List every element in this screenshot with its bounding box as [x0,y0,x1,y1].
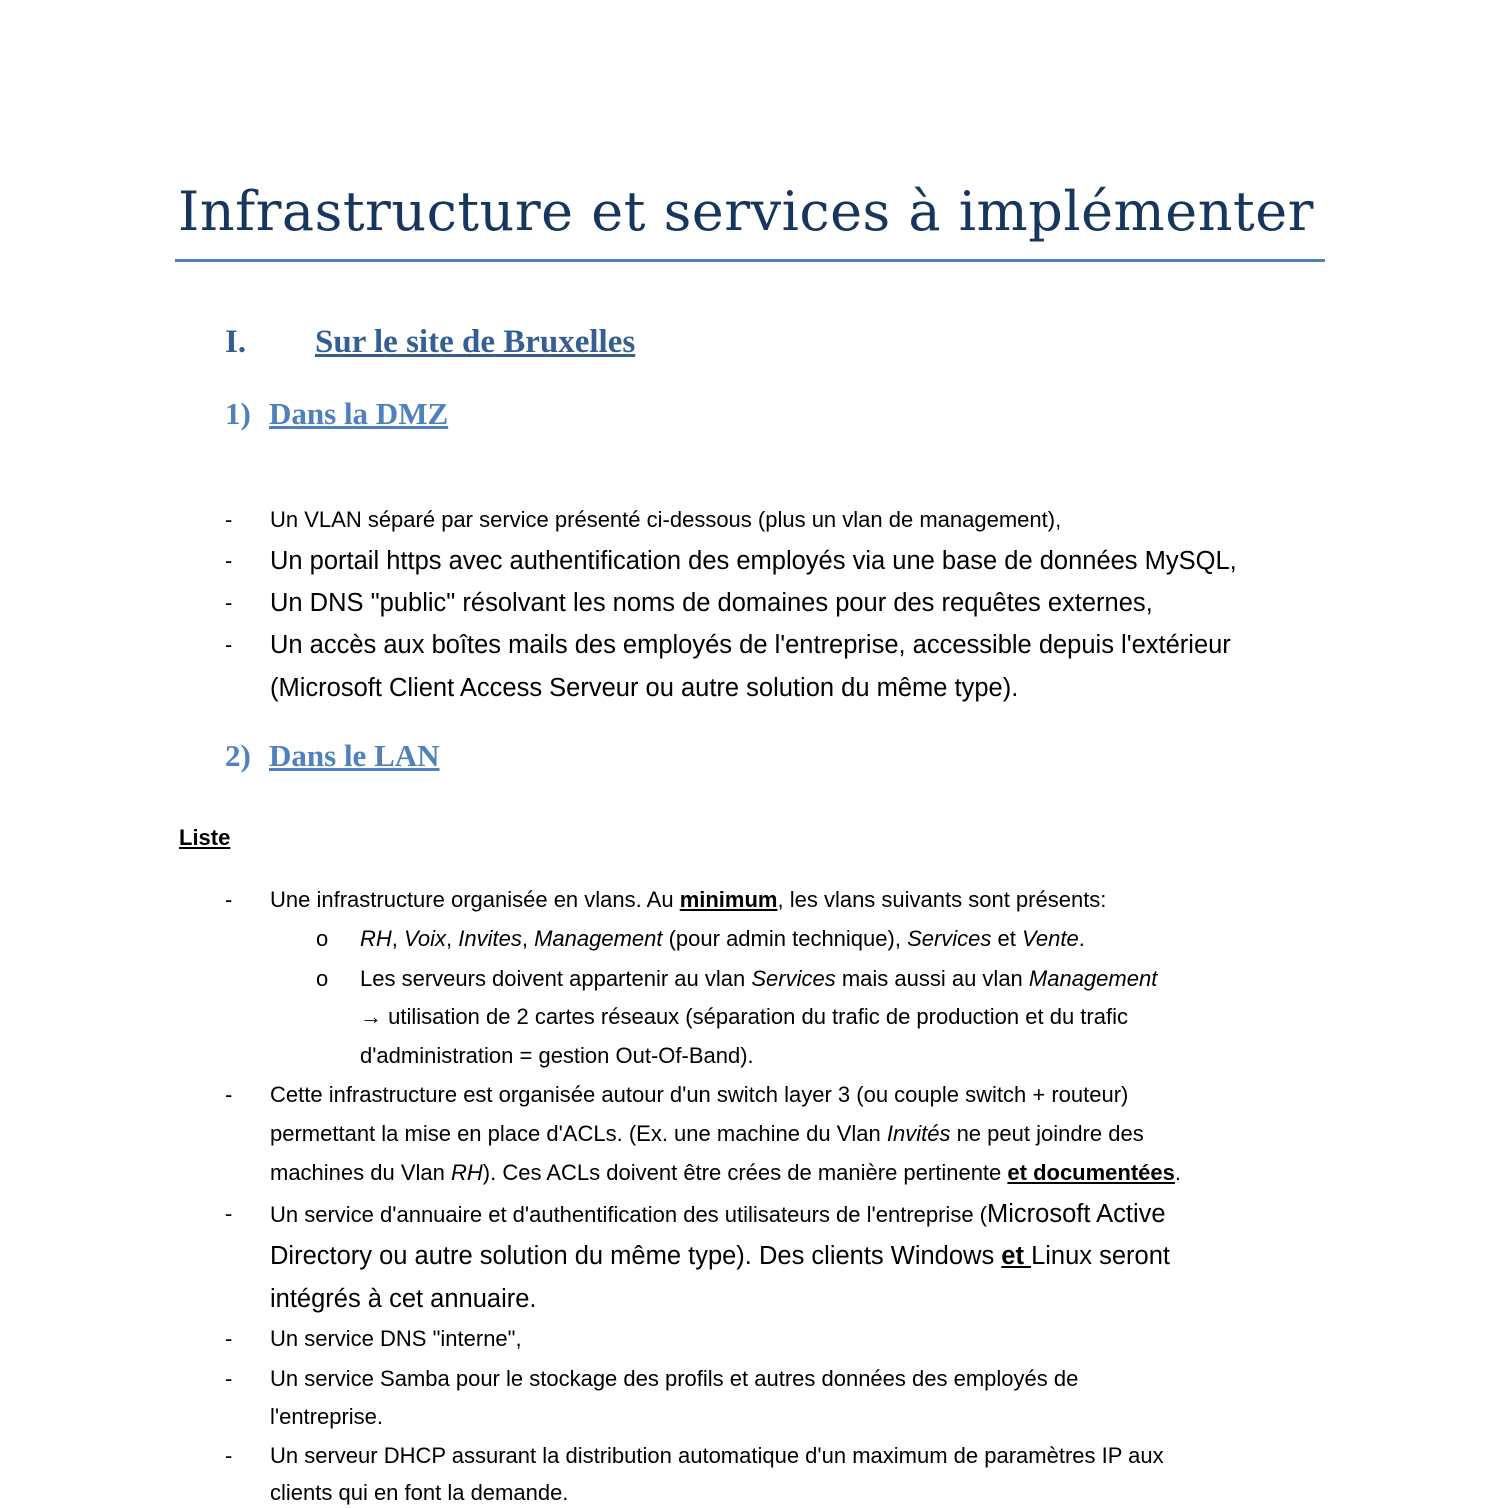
text-segment: , [391,926,405,951]
list-item-line [270,1402,383,1432]
list-item-line [270,1441,1164,1471]
document-title: Infrastructure et services à implémenter [178,180,1314,243]
text-segment: Un service Samba pour le stockage des profils et autres données des employés de [270,1366,1079,1391]
text-segment: (pour admin technique), [662,926,908,951]
subsection-1-number: 1) [225,396,251,431]
list-item-line [270,630,1231,660]
italic-term: Services [907,926,992,951]
list-item-line [360,1041,754,1071]
text-segment: Les serveurs doivent appartenir au vlan [360,966,752,991]
italic-term: Management [534,926,663,951]
subsection-2-heading: Dans le LAN [269,738,440,773]
list-item-line [270,1158,1181,1188]
italic-term: Services [751,966,836,991]
list-item-line [270,1199,1166,1230]
text-segment: Une infrastructure organisée en vlans. Au [270,887,680,912]
list-item-line [360,924,1085,954]
italic-term: RH [451,1160,483,1185]
text-segment: Cette infrastructure est organisée autour d'un switch layer 3 (ou couple switch + routeur) [270,1082,1129,1107]
text-segment: machines du Vlan [270,1160,451,1185]
emphasis-text: minimum [679,887,778,912]
text-segment: ne peut joindre des [950,1121,1144,1146]
text-segment: clients qui en font la demande. [270,1480,569,1505]
list-item-line [270,546,1237,576]
bullet-dash-marker: - [225,507,233,532]
text-segment: Microsoft Active [987,1200,1166,1228]
subsection-2-number: 2) [225,738,251,773]
bullet-dash-marker: - [225,548,233,573]
section-number: I. [225,324,247,360]
list-item-line [270,885,1106,915]
list-item-line [270,1478,568,1508]
bullet-dash-marker: - [225,887,233,912]
list-item-line [270,1364,1078,1394]
text-segment: , [446,926,459,951]
text-segment: Un service d'annuaire et d'authentification des utilisateurs de l'entreprise ( [270,1202,987,1227]
text-segment: . [1078,926,1085,951]
bullet-dash-marker: - [225,1443,233,1468]
bullet-dash-marker: - [225,1201,233,1226]
emphasis-text: → [360,1004,389,1029]
text-segment: Un VLAN séparé par service présenté ci-dessous (plus un vlan de management), [270,507,1062,532]
list-item-line [270,1324,522,1354]
bullet-dash-marker: - [225,1326,233,1351]
text-segment: mais aussi au vlan [835,966,1029,991]
bullet-dash-marker: - [225,590,233,615]
text-segment: Un portail https avec authentification des employés via une base de données MySQL, [270,547,1237,575]
text-segment: permettant la mise en place d'ACLs. (Ex. une machine du Vlan [270,1121,887,1146]
text-segment: d'administration = gestion Out-Of-Band). [360,1043,754,1068]
list-item-line [270,673,1018,703]
bullet-circle-marker: o [316,926,329,951]
text-segment: Un accès aux boîtes mails des employés de l'entreprise, accessible depuis l'extérieur [270,631,1231,659]
text-segment: intégrés à cet annuaire. [270,1285,537,1313]
text-segment: . [1174,1160,1182,1185]
italic-term: Invités [886,1121,951,1146]
list-item-line [270,1241,1170,1271]
text-segment: ). Ces ACLs doivent être crées de manière pertinente [482,1160,1008,1185]
italic-term: Voix [404,926,446,951]
text-segment: , [521,926,535,951]
list-item-line [270,1284,537,1314]
text-segment: Un DNS "public" résolvant les noms de domaines pour des requêtes externes, [270,589,1153,617]
liste-label: Liste [179,825,231,850]
subsection-1-heading: Dans la DMZ [269,396,449,431]
text-segment: utilisation de 2 cartes réseaux (séparation du trafic de production et du trafic [388,1004,1128,1029]
text-segment: l'entreprise. [270,1404,384,1429]
bullet-dash-marker: - [225,1082,233,1107]
text-segment: et [991,926,1022,951]
bullet-circle-marker: o [316,966,329,991]
italic-term: Invites [458,926,522,951]
list-item-line [270,1119,1144,1149]
emphasis-text: et [1001,1242,1032,1270]
title-underline-divider [175,259,1325,262]
bullet-dash-marker: - [225,1366,233,1391]
section-heading: Sur le site de Bruxelles [315,324,636,360]
text-segment: Un service DNS "interne", [270,1326,522,1351]
text-segment: Linux seront [1031,1242,1170,1270]
italic-term: Vente [1022,926,1079,951]
text-segment: Un serveur DHCP assurant la distribution automatique d'un maximum de paramètres IP aux [270,1443,1164,1468]
italic-term: Management [1028,966,1158,991]
bullet-dash-marker: - [225,632,233,657]
italic-term: RH [360,926,392,951]
list-item-line [270,588,1153,618]
list-item-line [270,1080,1128,1110]
text-segment: , les vlans suivants sont présents: [777,887,1107,912]
list-item-line [360,964,1157,994]
text-segment: (Microsoft Client Access Serveur ou autre solution du même type). [270,674,1019,702]
emphasis-text: et documentées [1007,1160,1175,1185]
text-segment: Directory ou autre solution du même type). Des clients Windows [270,1242,1002,1270]
list-item-line [360,1002,1128,1032]
list-item-line [270,505,1061,535]
